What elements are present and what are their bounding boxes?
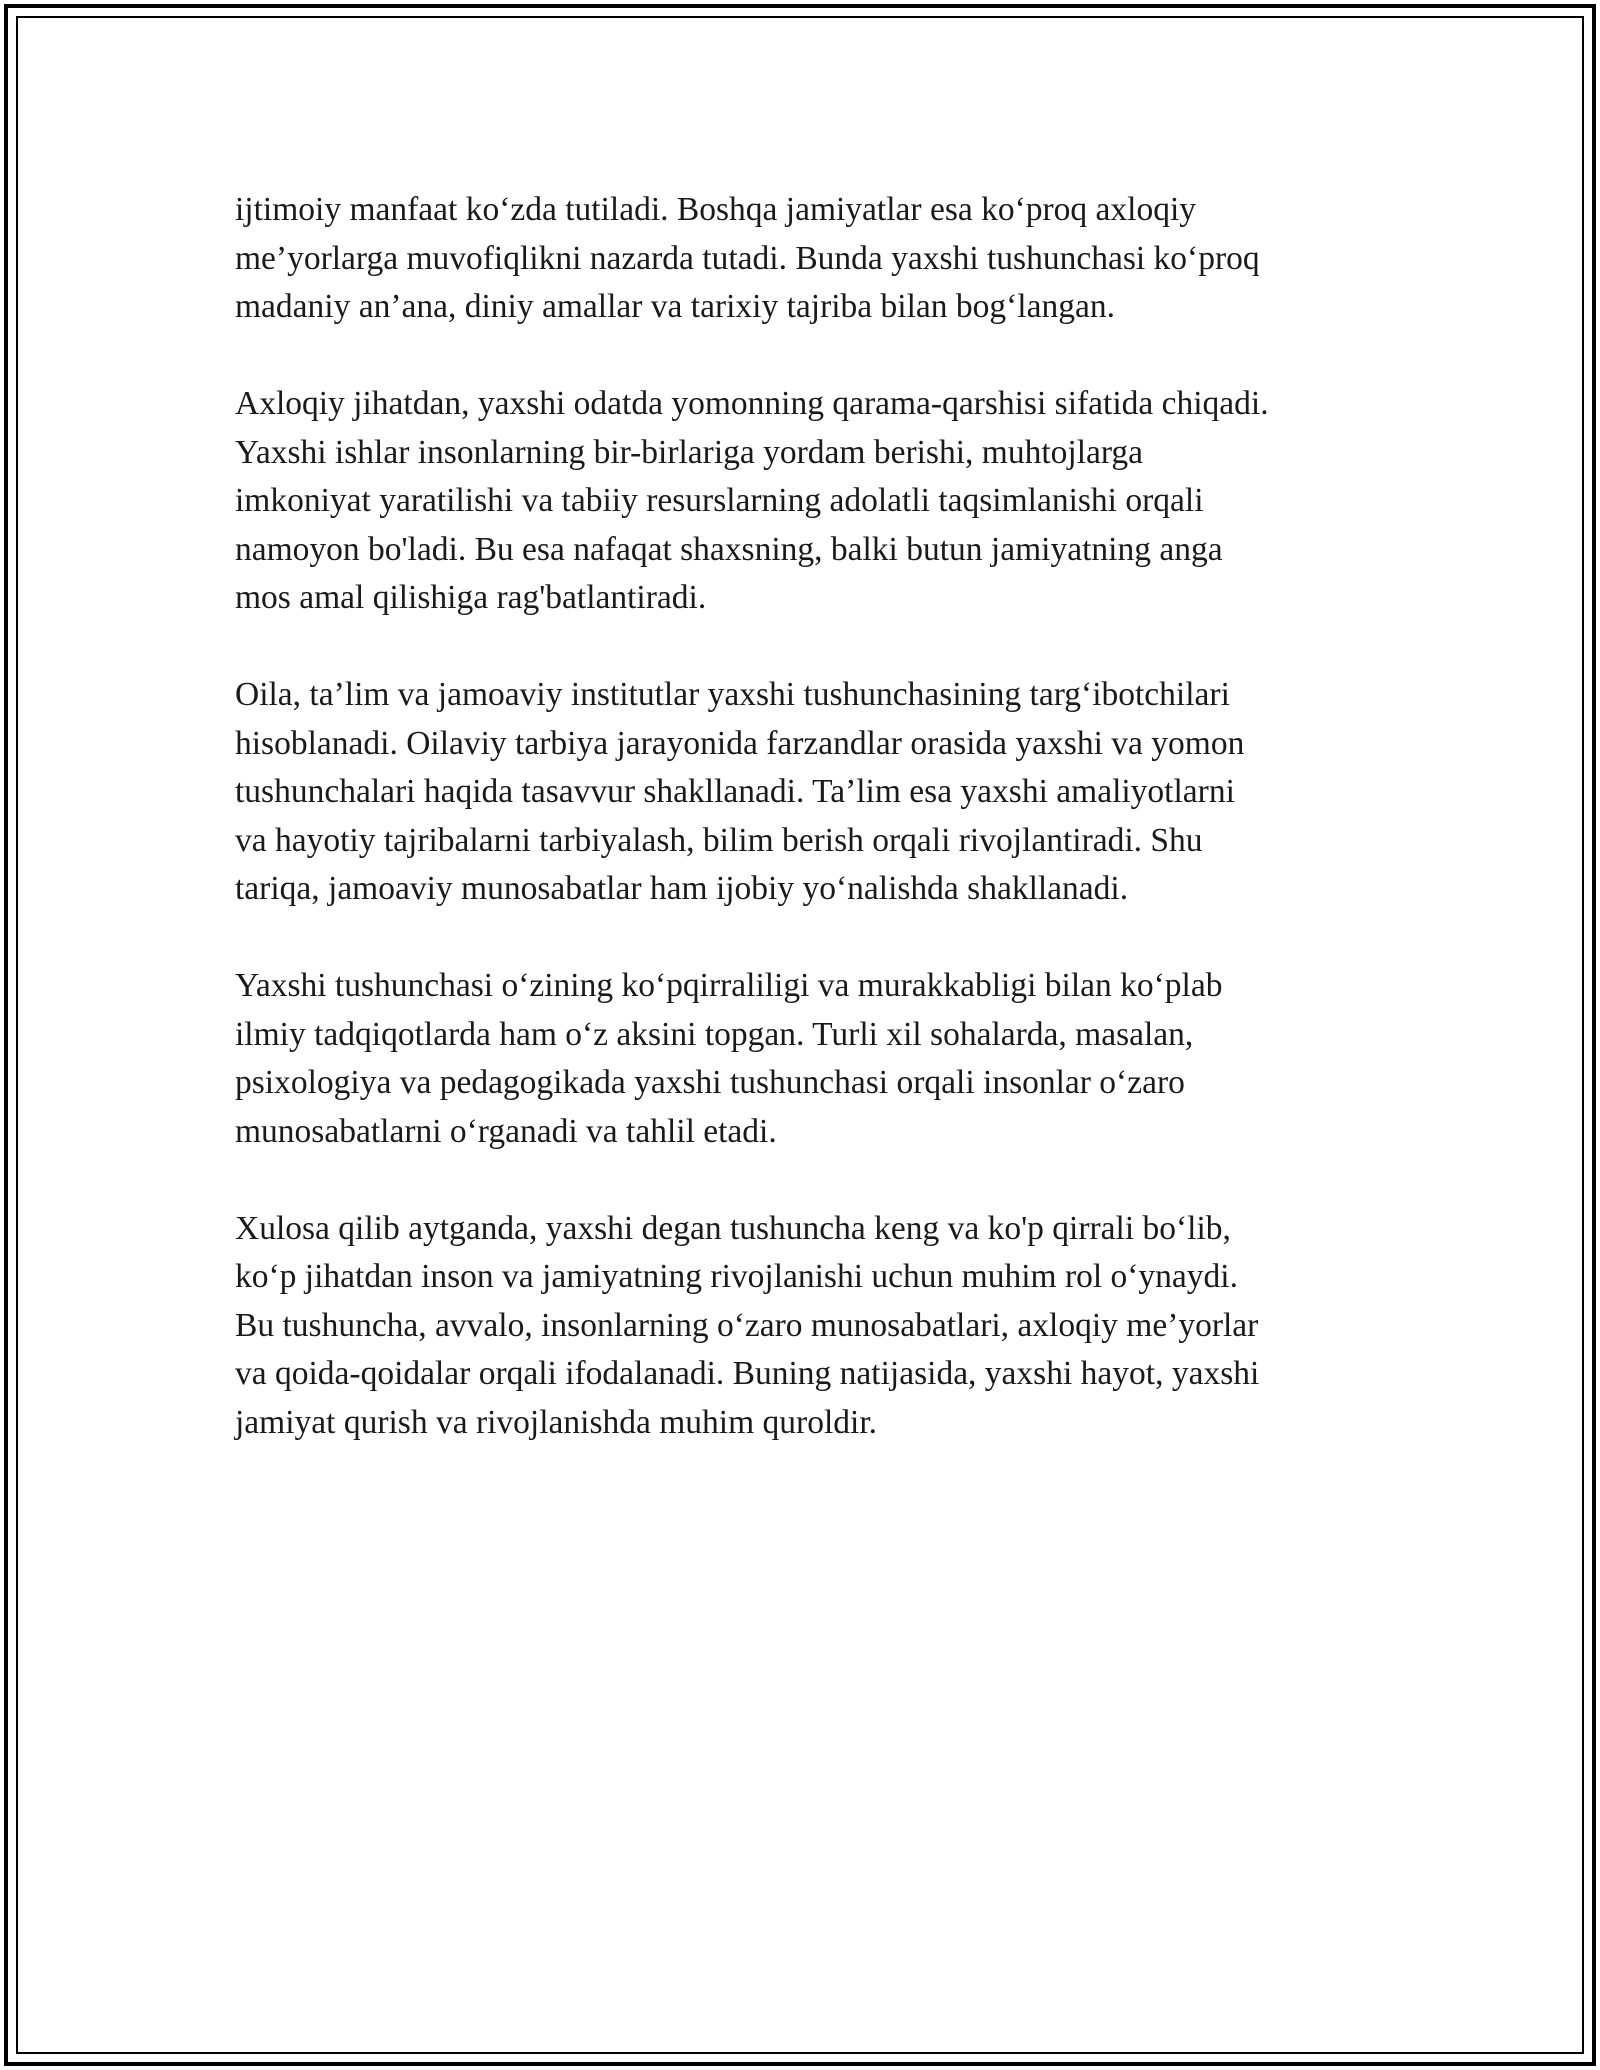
document-body bbox=[235, 186, 1385, 1496]
paragraph-5: Xulosa qilib aytganda, yaxshi degan tushuncha keng va ko'p qirrali bo‘lib, ko‘p jihatdan inson va jamiyatning rivojlanishi uchun muhim rol o‘ynaydi. Bu tushuncha, avvalo, insonlarning o‘zaro munosabatlari, axloqiy me’yorlar va qoida-qoidalar orqali ifodalanadi. Buning natijasida, yaxshi hayot, yaxshi jamiyat qurish va rivojlanishda muhim quroldir. bbox=[235, 1209, 1260, 1441]
paragraph-2: Axloqiy jihatdan, yaxshi odatda yomonning qarama-qarshisi sifatida chiqadi. Yaxshi ishlar insonlarning bir-birlariga yordam berishi, muhtojlarga imkoniyat yaratilishi va tabiiy resurslarning adolatli taqsimlanishi orqali namoyon bo'ladi. Bu esa nafaqat shaxsning, balki butun jamiyatning anga mos amal qilishiga rag'batlantiradi. bbox=[235, 385, 1269, 616]
paragraph-3: Oila, ta’lim va jamoaviy institutlar yaxshi tushunchasining targ‘ibotchilari hisoblanadi. Oilaviy tarbiya jarayonida farzandlar orasida yaxshi va yomon tushunchalari haqida tasavvur shakllanadi. Ta’lim esa yaxshi amaliyotlarni va hayotiy tajribalarni tarbiyalash, bilim berish orqali rivojlantiradi. Shu tariqa, jamoaviy munosabatlar ham ijobiy yo‘nalishda shakllanadi. bbox=[235, 676, 1245, 907]
paragraph-4: Yaxshi tushunchasi o‘zining ko‘pqirraliligi va murakkabligi bilan ko‘plab ilmiy tadqiqotlarda ham o‘z aksini topgan. Turli xil sohalarda, masalan, psixologiya va pedagogikada yaxshi tushunchasi orqali insonlar o‘zaro munosabatlarni o‘rganadi va tahlil etadi. bbox=[235, 967, 1223, 1150]
paragraph-1: ijtimoiy manfaat ko‘zda tutiladi. Boshqa jamiyatlar esa ko‘proq axloqiy me’yorlarga muvofiqlikni nazarda tutadi. Bunda yaxshi tushunchasi ko‘proq madaniy an’ana, diniy amallar va tarixiy tajriba bilan bog‘langan. bbox=[235, 191, 1260, 325]
